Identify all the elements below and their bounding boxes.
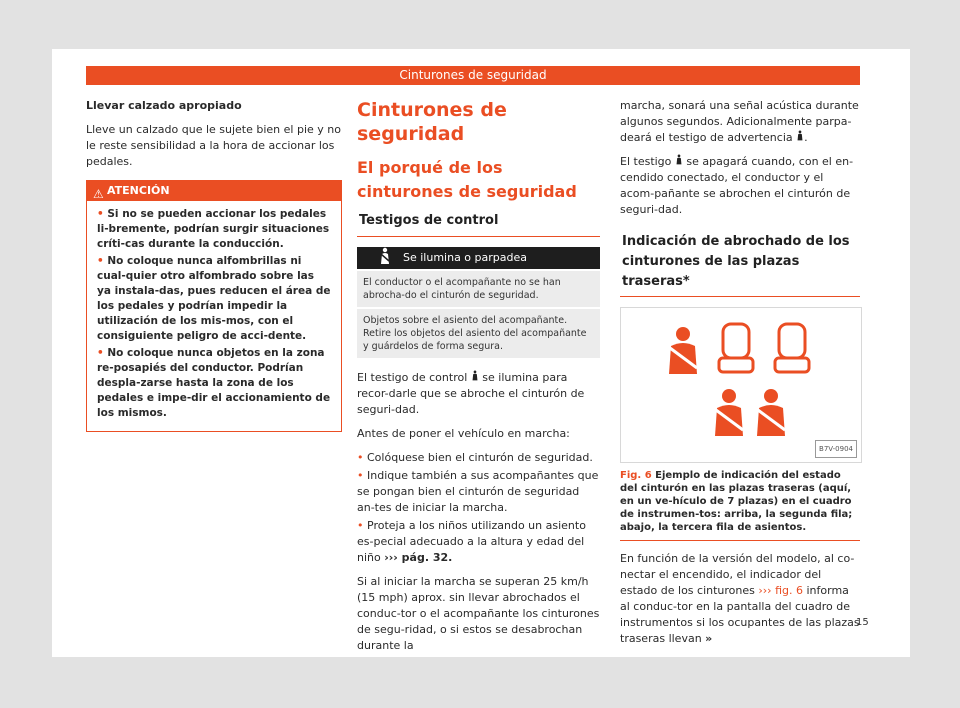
continue-marker: » bbox=[705, 632, 713, 645]
warning-title: ATENCIÓN bbox=[107, 184, 170, 197]
paragraph: Si al iniciar la marcha se superan 25 km/h (15 mph) aprox. sin llevar abrochados el conduc-tor o el acompañante los cinturones de segu-ridad, o si estos se desabrochan durante la bbox=[357, 575, 600, 652]
column-left bbox=[86, 98, 342, 432]
indicator-table-header bbox=[357, 247, 600, 269]
chapter-title: Cinturones de seguridad bbox=[357, 99, 507, 145]
chapter-subtitle: El porqué de los cinturones de seguridad bbox=[357, 158, 577, 201]
paragraph: En función de la versión del modelo, al co-nectar el encendido, el indicador del estado de los cinturones ››› fig. 6 informa al conduc-tor en la pantalla del cuadro de instrumentos si los ocupantes de las plazas traseras llevan » bbox=[620, 552, 860, 645]
figure-seatbelt-status bbox=[620, 307, 862, 463]
indicator-table-row: Objetos sobre el asiento del acompañante. Retire los objetos del asiento del acompañante y guárdelos de forma segura. bbox=[357, 309, 600, 358]
indicator-table-row: El conductor o el acompañante no se han abrocha-do el cinturón de seguridad. bbox=[357, 271, 600, 307]
paragraph: marcha, sonará una señal acústica durante algunos segundos. Adicionalmente parpa-deará el testigo de advertencia . bbox=[620, 99, 859, 144]
section-heading: Testigos de control bbox=[357, 212, 600, 237]
figure-reference-link[interactable]: ››› fig. 6 bbox=[758, 584, 803, 597]
seatbelt-icon bbox=[675, 155, 683, 168]
warning-item: • No coloque nunca objetos en la zona re-posapiés del conductor. Podrían despla-zarse hasta la zona de los pedales e impe-dir el accionamiento de los mismos. bbox=[97, 347, 331, 419]
bullet-icon: • bbox=[97, 347, 108, 359]
rear-seat-status-illustration bbox=[621, 308, 861, 462]
bullet-icon: • bbox=[357, 451, 367, 464]
paragraph: Lleve un calzado que le sujete bien el pie y no le reste sensibilidad a la hora de accionar los pedales. bbox=[86, 123, 341, 168]
section-heading: Llevar calzado apropiado bbox=[86, 99, 242, 112]
figure-label: Fig. 6 bbox=[620, 470, 652, 481]
list-item: • Indique también a sus acompañantes que se pongan bien el cinturón de seguridad an-tes de iniciar la marcha. bbox=[357, 469, 599, 514]
warning-item: • No coloque nunca alfombrillas ni cual-quier otro alfombrado sobre las ya instala-das, pues reducen el área de los pedales y podrían impedir la utilización de los mis-mos, con el consiguiente peligro de acci-dente. bbox=[97, 255, 331, 342]
bullet-icon: • bbox=[357, 519, 367, 532]
column-right bbox=[620, 98, 860, 655]
seatbelt-icon bbox=[471, 371, 479, 384]
figure-caption: Fig. 6 Ejemplo de indicación del estado del cinturón en las plazas traseras (aquí, en un ve-hículo de 7 plazas) en el cuadro de instrumen-tos: arriba, la segunda fila; abajo, la tercera fila de asientos. bbox=[620, 469, 860, 541]
figure-code: B7V-0904 bbox=[815, 440, 857, 458]
warning-body bbox=[87, 201, 341, 431]
indicator-table-title: Se ilumina o parpadea bbox=[403, 251, 527, 264]
list-item: • Proteja a los niños utilizando un asiento es-pecial adecuado a la altura y edad del niño ››› pág. 32. bbox=[357, 519, 586, 564]
seatbelt-icon bbox=[379, 247, 391, 273]
page-number: 15 bbox=[856, 617, 869, 628]
bullet-icon: • bbox=[97, 255, 108, 267]
warning-header bbox=[87, 181, 341, 201]
paragraph: El testigo de control se ilumina para recor-darle que se abroche el cinturón de seguri-dad. bbox=[357, 371, 585, 416]
empty-seat-icon bbox=[775, 324, 809, 372]
page-header: Cinturones de seguridad bbox=[86, 66, 860, 85]
page-reference-link[interactable]: ››› pág. 32. bbox=[384, 551, 453, 564]
warning-triangle-icon: ⚠ bbox=[93, 187, 104, 201]
section-heading: Indicación de abrochado de los cinturones de las plazas traseras* bbox=[620, 232, 860, 297]
column-middle bbox=[357, 98, 600, 662]
warning-item: • Si no se pueden accionar los pedales li-bremente, podrían surgir situaciones críti-cas durante la conducción. bbox=[97, 208, 330, 250]
bullet-icon: • bbox=[357, 469, 367, 482]
paragraph: Antes de poner el vehículo en marcha: bbox=[357, 427, 570, 440]
empty-seat-icon bbox=[719, 324, 753, 372]
bullet-icon: • bbox=[97, 208, 108, 220]
paragraph: El testigo se apagará cuando, con el en-cendido conectado, el conductor y el acom-pañante se abrochen el cinturón de seguri-dad. bbox=[620, 155, 854, 216]
warning-box bbox=[86, 180, 342, 432]
list-item: • Colóquese bien el cinturón de seguridad. bbox=[357, 451, 593, 464]
seatbelt-icon bbox=[796, 131, 804, 144]
